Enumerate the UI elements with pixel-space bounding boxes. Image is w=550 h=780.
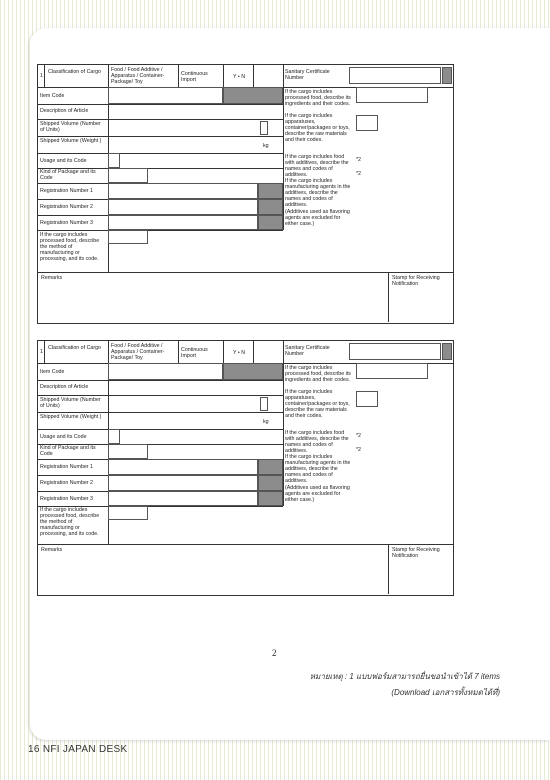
footer bbox=[28, 744, 127, 755]
gray-cell bbox=[223, 363, 283, 380]
processed-food-label: If the cargo includes processed food, describe the method of manufacturing or processing, and its code. bbox=[40, 232, 100, 263]
shipped-weight-label: Shipped Volume (Weight ) bbox=[40, 414, 102, 420]
note-processed: If the cargo includes processed food, describe its ingredients and their codes. bbox=[285, 89, 351, 108]
stamp-label: Stamp for Receiving Notification bbox=[392, 275, 440, 288]
shipped-units-label: Shipped Volume (Number of Units) bbox=[40, 397, 101, 410]
processed-code-field[interactable] bbox=[108, 506, 148, 520]
continuous-import-label: Continuous Import bbox=[181, 71, 208, 84]
kind-package-label: Kind of Package and its Code bbox=[40, 169, 96, 182]
yn-label: Y • N bbox=[232, 74, 246, 80]
gray-cell bbox=[258, 475, 283, 491]
item-code-label: Item Code bbox=[40, 369, 65, 375]
remarks-label: Remarks bbox=[41, 547, 63, 553]
kg-label: kg bbox=[263, 419, 269, 425]
sanitary-cert-boxes[interactable] bbox=[349, 67, 441, 84]
package-code-field[interactable] bbox=[108, 168, 148, 183]
declaration-form-2 bbox=[37, 340, 454, 596]
processed-food-label: If the cargo includes processed food, describe the method of manufacturing or processing, and its code. bbox=[40, 507, 100, 538]
food-types-label: Food / Food Additive / Apparatus / Container-Package/ Toy bbox=[111, 343, 165, 362]
description-label: Description of Article bbox=[40, 108, 89, 114]
note-additives: If the cargo includes food with additives, describe the names and codes of additives. bbox=[285, 430, 349, 455]
shipped-units-label: Shipped Volume (Number of Units) bbox=[40, 121, 101, 134]
processed-code-field[interactable] bbox=[108, 230, 148, 244]
footer-page-number: 16 bbox=[28, 744, 40, 755]
note-agents: If the cargo includes manufacturing agents in the additives, describe the names and codes of additives. bbox=[285, 454, 351, 485]
row-number: 1 bbox=[40, 73, 43, 79]
reg3-field[interactable] bbox=[108, 491, 258, 506]
usage-code-label: Usage and its Code bbox=[40, 434, 87, 440]
reg2-field[interactable] bbox=[108, 475, 258, 491]
note-apparatus: If the cargo includes apparatuses, container/packages or toys, describe the raw materials and their codes. bbox=[285, 389, 350, 420]
reg1-label: Registration Number 1 bbox=[40, 188, 93, 194]
star2-b: *2 bbox=[356, 171, 362, 177]
reg3-label: Registration Number 3 bbox=[40, 220, 93, 226]
note-apparatus: If the cargo includes apparatuses, container/packages or toys, describe the raw materials and their codes. bbox=[285, 113, 350, 144]
ingredients-field[interactable] bbox=[356, 363, 428, 379]
reg3-label: Registration Number 3 bbox=[40, 496, 93, 502]
declaration-form-1 bbox=[37, 64, 454, 324]
kind-package-label: Kind of Package and its Code bbox=[40, 445, 96, 458]
ingredients-field[interactable] bbox=[356, 87, 428, 103]
units-field[interactable] bbox=[260, 121, 268, 135]
remark-note-line1: หมายเหตุ : 1 แบบฟอร์มสามารถยื่นขอนำเข้าได้ 7 items bbox=[309, 672, 500, 681]
reg1-label: Registration Number 1 bbox=[40, 464, 93, 470]
gray-cell bbox=[258, 183, 283, 199]
gray-cell bbox=[442, 67, 452, 84]
note-processed: If the cargo includes processed food, describe its ingredients and their codes. bbox=[285, 365, 351, 384]
sanitary-cert-label: Sanitary Certificate Number bbox=[285, 345, 330, 358]
form-page-number: 2 bbox=[272, 648, 277, 658]
note-additives: If the cargo includes food with additives, describe the names and codes of additives. bbox=[285, 154, 349, 179]
classification-label: Classification of Cargo bbox=[48, 69, 101, 75]
kg-label: kg bbox=[263, 143, 269, 149]
gray-cell bbox=[258, 459, 283, 475]
usage-code-label: Usage and its Code bbox=[40, 158, 87, 164]
reg2-label: Registration Number 2 bbox=[40, 480, 93, 486]
reg1-field[interactable] bbox=[108, 459, 258, 475]
note-excluded: (Additives used as flavoring agents are excluded for either case.) bbox=[285, 209, 350, 228]
food-types-label: Food / Food Additive / Apparatus / Container-Package/ Toy bbox=[111, 67, 165, 86]
remarks-label: Remarks bbox=[41, 275, 63, 281]
usage-code-field[interactable] bbox=[108, 153, 120, 168]
units-field[interactable] bbox=[260, 397, 268, 411]
package-code-field[interactable] bbox=[108, 444, 148, 459]
row-number: 1 bbox=[40, 349, 43, 355]
footer-label: NFI JAPAN DESK bbox=[42, 744, 128, 755]
note-agents: If the cargo includes manufacturing agents in the additives, describe the names and codes of additives. bbox=[285, 178, 351, 209]
star2-b: *2 bbox=[356, 447, 362, 453]
gray-cell bbox=[258, 491, 283, 506]
reg1-field[interactable] bbox=[108, 183, 258, 199]
description-label: Description of Article bbox=[40, 384, 89, 390]
classification-label: Classification of Cargo bbox=[48, 345, 101, 351]
materials-field[interactable] bbox=[356, 391, 378, 407]
star2-a: *2 bbox=[356, 157, 362, 163]
sanitary-cert-boxes[interactable] bbox=[349, 343, 441, 360]
shipped-weight-label: Shipped Volume (Weight ) bbox=[40, 138, 102, 144]
sanitary-cert-label: Sanitary Certificate Number bbox=[285, 69, 330, 82]
item-code-label: Item Code bbox=[40, 93, 65, 99]
usage-code-field[interactable] bbox=[108, 429, 120, 444]
item-code-field[interactable] bbox=[108, 87, 223, 104]
remark-note-line2: (Download เอกสารทั้งหมดได้ที่) bbox=[391, 688, 500, 697]
materials-field[interactable] bbox=[356, 115, 378, 131]
continuous-import-label: Continuous Import bbox=[181, 347, 208, 360]
reg2-label: Registration Number 2 bbox=[40, 204, 93, 210]
yn-label: Y • N bbox=[232, 350, 246, 356]
note-excluded: (Additives used as flavoring agents are excluded for either case.) bbox=[285, 485, 350, 504]
gray-cell bbox=[442, 343, 452, 360]
reg3-field[interactable] bbox=[108, 215, 258, 230]
gray-cell bbox=[258, 215, 283, 230]
reg2-field[interactable] bbox=[108, 199, 258, 215]
item-code-field[interactable] bbox=[108, 363, 223, 380]
gray-cell bbox=[223, 87, 283, 104]
gray-cell bbox=[258, 199, 283, 215]
stamp-label: Stamp for Receiving Notification bbox=[392, 547, 440, 560]
star2-a: *2 bbox=[356, 433, 362, 439]
